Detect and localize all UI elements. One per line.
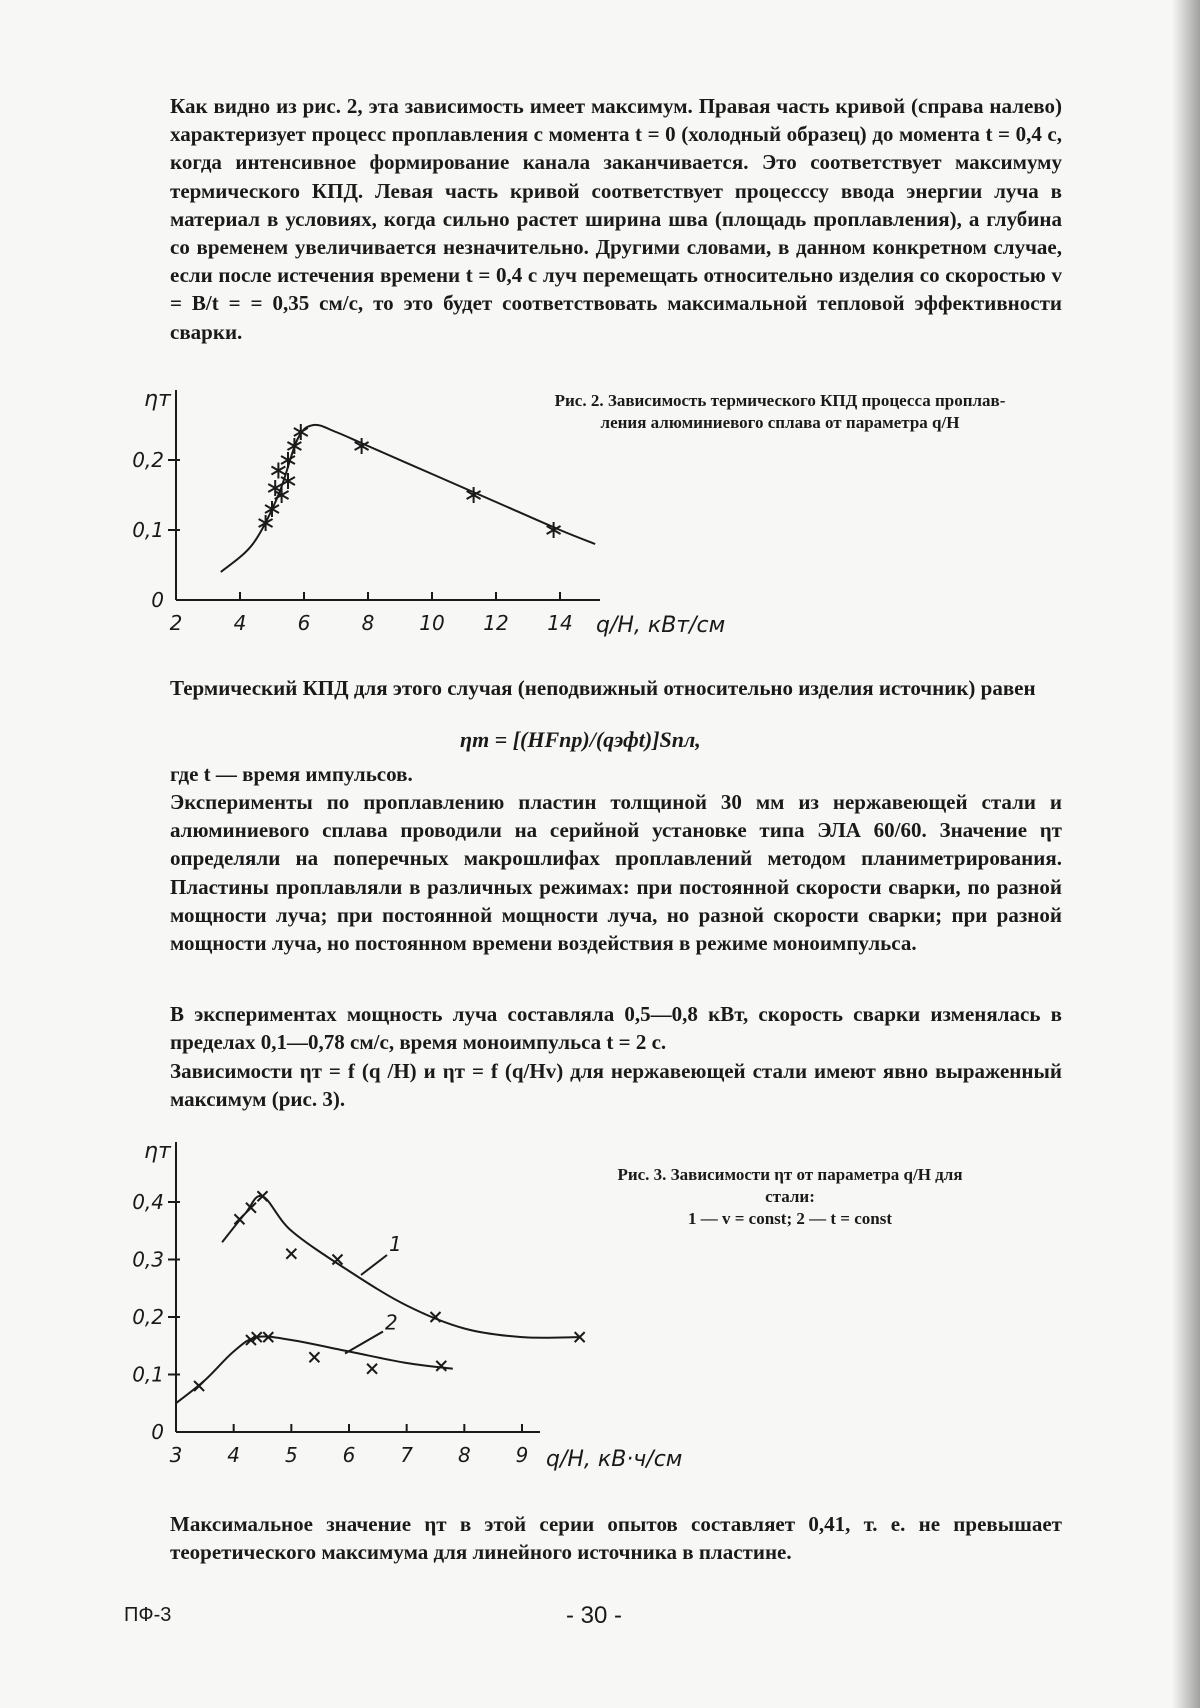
fig2-x-tick-label: 12 — [483, 611, 509, 635]
fig3-data-point-2 — [194, 1381, 204, 1391]
fig3-y-tick-label: 0,1 — [132, 1362, 164, 1387]
fig3-y-tick-label: 0,4 — [132, 1190, 164, 1214]
figure-3-caption — [560, 1164, 1020, 1230]
fig3-y-tick-label: 0,3 — [132, 1247, 164, 1272]
fig3-data-point-2 — [309, 1352, 319, 1362]
paragraph-6: Зависимости ηт = f (q /H) и ηт = f (q/Hv) для нержавеющей стали имеют явно выраженный максимум (рис. 3). — [170, 1059, 1062, 1112]
fig3-series-label-1: 1 — [389, 1232, 402, 1256]
page-number: - 30 - — [566, 1602, 623, 1629]
figure-3-caption-line-3: 1 — v = const; 2 — t = const — [688, 1209, 892, 1228]
fig3-data-point-2 — [367, 1364, 377, 1374]
fig2-x-tick-label: 6 — [297, 611, 311, 635]
formula-eta: ηт = [(HFпр)/(qэфt)]Sпл, — [460, 727, 701, 752]
fig3-x-tick-label: 5 — [284, 1443, 298, 1467]
fig3-curve-1 — [222, 1196, 580, 1338]
fig2-y-tick-label: 0 — [151, 588, 164, 612]
paragraph-1: Как видно из рис. 2, эта зависимость имеет максимум. Правая часть кривой (справа налево) характеризует процесс проплавления с момента t = 0 (холодный образец) до момента t = 0,4 с, когда интенсивное формирование канала заканчивается. Это соответствует максимуму термического КПД. Левая часть кривой соответствует процесссу ввода энергии луча в материал в условиях, когда сильно растет ширина шва (площадь проплавления), а глубина со временем увеличивается незначительно. Другими словами, в данном конкретном случае, если после истечения времени t = 0,4 с луч перемещать относительно изделия со скоростью v = B/t = = 0,35 см/с, то это будет соответствовать максимальной тепловой эффективности сварки. — [170, 94, 1062, 344]
paragraph-2: Термический КПД для этого случая (неподвижный относительно изделия источник) равен — [170, 676, 1036, 700]
fig3-x-tick-label: 7 — [400, 1443, 414, 1467]
fig3-leader-1 — [361, 1255, 387, 1275]
fig3-x-tick-label: 6 — [342, 1443, 356, 1467]
fig3-x-tick-label: 4 — [227, 1443, 241, 1467]
fig2-y-tick-label: 0,2 — [132, 448, 164, 472]
paragraph-3: где t — время импульсов. — [170, 762, 413, 786]
fig3-series-label-2: 2 — [385, 1310, 398, 1335]
fig3-data-point-2 — [436, 1361, 446, 1371]
fig2-x-tick-label: 10 — [419, 611, 445, 635]
fig3-x-tick-label: 3 — [169, 1443, 183, 1467]
fig3-curve-2 — [176, 1336, 453, 1403]
fig2-x-tick-label: 2 — [169, 611, 183, 635]
figure-3-caption-line-2: стали: — [765, 1187, 815, 1206]
figure-3-caption-line-1: Рис. 3. Зависимости ηт от параметра q/H для — [617, 1165, 963, 1184]
fig2-x-tick-label: 14 — [547, 611, 573, 635]
fig2-x-tick-label: 4 — [233, 611, 247, 635]
fig3-x-tick-label: 8 — [457, 1443, 471, 1467]
fig2-y-label: ηт — [144, 387, 171, 412]
fig2-x-label: q/H, кВт/см — [596, 613, 726, 638]
fig3-x-tick-label: 9 — [515, 1443, 529, 1467]
figure-2-caption-line-1: Рис. 2. Зависимость термического КПД процесса проплав- — [554, 391, 1006, 410]
fig3-y-tick-label: 0,2 — [132, 1305, 164, 1329]
fig2-y-tick-label: 0,1 — [132, 518, 164, 542]
paragraph-5: В экспериментах мощность луча составляла 0,5—0,8 кВт, скорость сварки изменялась в пределах 0,1—0,78 см/с, время моноимпульса t = 2 с. — [170, 1002, 1062, 1055]
paragraph-4: Эксперименты по проплавлению пластин толщиной 30 мм из нержавеющей стали и алюминиевого сплава проводили на серийной установке типа ЭЛА 60/60. Значение ηт определяли на поперечных макрошлифах проплавлений методом планиметрирования. Пластины проплавляли в различных режимах: при постоянной скорости сварки, по разной мощности луча; при постоянной мощности луча, но разной скорости сварки; при разной мощности луча, но постоянном времени воздействия в режиме моноимпульса. — [170, 790, 1062, 956]
fig3-y-tick-label: 0 — [151, 1420, 164, 1444]
paragraph-7: Максимальное значение ηт в этой серии опытов составляет 0,41, т. е. не превышает теоретического максимума для линейного источника в пластине. — [170, 1512, 1062, 1565]
fig3-y-label: ηт — [144, 1139, 171, 1164]
fig3-leader-2 — [345, 1332, 383, 1354]
fig3-data-point-1 — [286, 1249, 296, 1259]
fig3-data-point-1 — [234, 1214, 244, 1224]
fig3-x-label: q/H, кВ·ч/см — [546, 1447, 683, 1472]
fig2-x-tick-label: 8 — [361, 611, 375, 635]
figure-2-caption-line-2: ления алюминиевого сплава от параметра q/H — [600, 413, 960, 432]
footer-code: ПФ-3 — [124, 1604, 172, 1626]
